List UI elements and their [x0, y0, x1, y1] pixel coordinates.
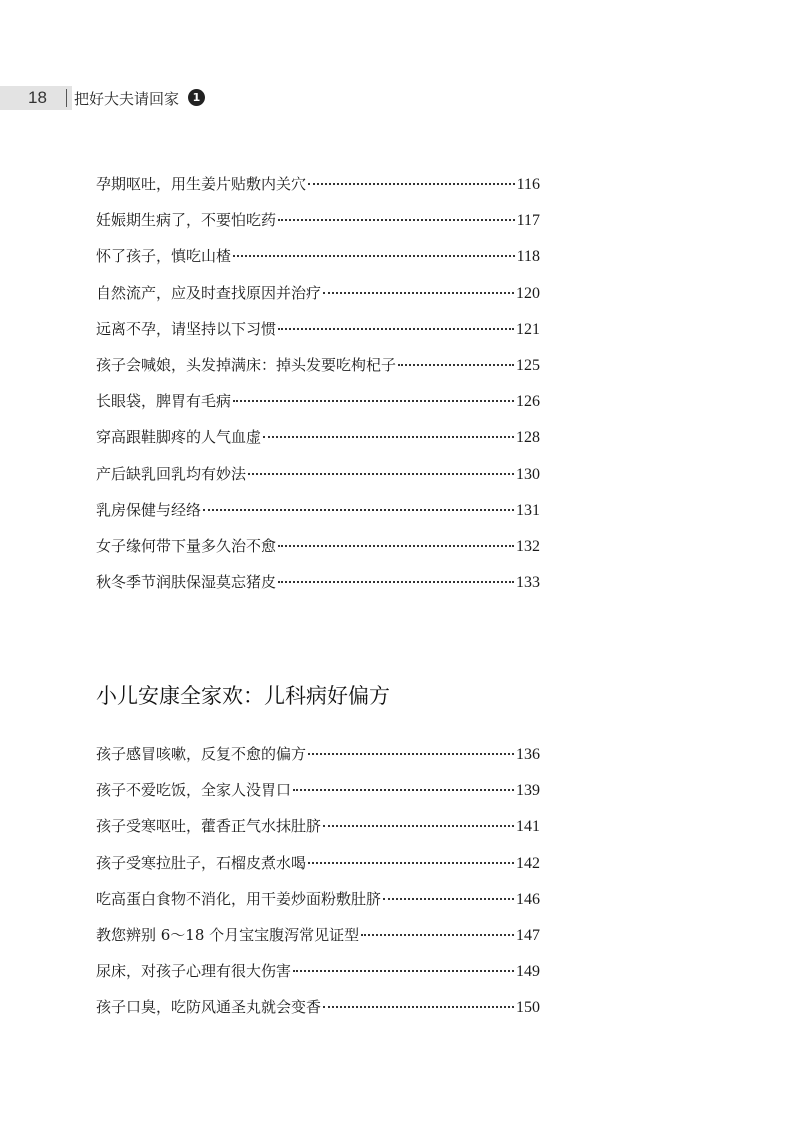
toc-entry-title: 乳房保健与经络: [96, 500, 202, 519]
toc-entry-page: 132: [516, 537, 540, 555]
toc-entry-title: 远离不孕，请坚持以下习惯: [96, 319, 277, 338]
dot-leader: [308, 753, 514, 755]
dot-leader: [398, 364, 514, 366]
dot-leader: [248, 473, 514, 475]
toc-entry[interactable]: [96, 925, 540, 961]
toc-entry[interactable]: [96, 889, 540, 925]
toc-entry-title: 自然流产，应及时查找原因并治疗: [96, 283, 322, 302]
toc-entry-title: 穿高跟鞋脚疼的人气血虚: [96, 428, 262, 447]
dot-leader: [383, 898, 514, 900]
toc-entry-title: 孩子受寒呕吐，藿香正气水抹肚脐: [96, 817, 322, 836]
toc-entry-title: 长眼袋，脾胃有毛病: [96, 392, 232, 411]
toc-entry-title: 怀了孩子，慎吃山楂: [96, 247, 232, 266]
toc-entry[interactable]: [96, 572, 540, 608]
dot-leader: [203, 509, 514, 511]
toc-entry[interactable]: [96, 210, 540, 246]
dot-leader: [278, 219, 515, 221]
toc-entry-title: 尿床，对孩子心理有很大伤害: [96, 962, 292, 981]
toc-entry[interactable]: [96, 283, 540, 319]
toc-entry-page: 116: [516, 176, 540, 193]
dot-leader: [278, 545, 514, 547]
toc-entry-page: 121: [516, 320, 540, 338]
toc-entry-page: 117: [516, 212, 540, 230]
dot-leader: [361, 934, 514, 936]
toc-entry-page: 118: [516, 248, 540, 266]
dot-leader: [293, 789, 514, 791]
section-heading: 小儿安康全家欢：儿科病好偏方: [96, 684, 390, 708]
toc-entry-title: 女子缘何带下量多久治不愈: [96, 536, 277, 555]
toc-entry-title: 妊娠期生病了，不要怕吃药: [96, 211, 277, 230]
toc-entry-page: 146: [516, 890, 540, 908]
toc-entry[interactable]: [96, 853, 540, 889]
page-number: 18: [28, 88, 47, 107]
dot-leader: [263, 436, 514, 438]
toc-entry-page: 139: [516, 782, 540, 800]
header-divider: [66, 89, 67, 107]
toc-entry-title: 孩子会喊娘，头发掉满床：掉头发要吃枸杞子: [96, 355, 397, 374]
dot-leader: [308, 183, 515, 185]
toc-entry-page: 120: [516, 284, 540, 302]
toc-entry-page: 125: [516, 356, 540, 374]
toc-entry[interactable]: [96, 174, 540, 210]
toc-list-women: [96, 174, 540, 608]
toc-entry-title: 产后缺乳回乳均有妙法: [96, 464, 247, 483]
toc-list-children: [96, 744, 540, 1034]
toc-entry-page: 141: [516, 818, 540, 836]
toc-entry[interactable]: [96, 464, 540, 500]
dot-leader: [323, 1006, 514, 1008]
dot-leader: [323, 292, 514, 294]
toc-entry-page: 150: [516, 999, 540, 1017]
toc-entry-title: 吃高蛋白食物不消化，用干姜炒面粉敷肚脐: [96, 889, 382, 908]
toc-entry-title: 孩子口臭，吃防风通圣丸就会变香: [96, 998, 322, 1017]
toc-entry[interactable]: [96, 816, 540, 852]
dot-leader: [233, 400, 514, 402]
toc-entry-title: 孩子受寒拉肚子，石榴皮煮水喝: [96, 853, 307, 872]
dot-leader: [308, 862, 514, 864]
toc-entry[interactable]: [96, 744, 540, 780]
book-title: 把好大夫请回家: [74, 90, 180, 108]
volume-badge: 1: [188, 89, 205, 106]
dot-leader: [278, 581, 514, 583]
dot-leader: [293, 970, 514, 972]
dot-leader: [278, 328, 514, 330]
toc-entry-page: 149: [516, 963, 540, 981]
toc-entry-title: 教您辨别 6～18 个月宝宝腹泻常见证型: [96, 925, 360, 944]
toc-entry[interactable]: [96, 500, 540, 536]
toc-entry-page: 130: [516, 465, 540, 483]
toc-entry-page: 142: [516, 854, 540, 872]
toc-entry-title: 孕期呕吐，用生姜片贴敷内关穴: [96, 175, 307, 193]
toc-entry-page: 133: [516, 574, 540, 592]
toc-entry[interactable]: [96, 319, 540, 355]
toc-entry-page: 147: [516, 926, 540, 944]
toc-entry[interactable]: [96, 997, 540, 1033]
toc-entry-page: 136: [516, 746, 540, 763]
dot-leader: [323, 825, 514, 827]
toc-entry[interactable]: [96, 355, 540, 391]
toc-entry[interactable]: [96, 961, 540, 997]
toc-entry-page: 128: [516, 429, 540, 447]
toc-entry-page: 126: [516, 393, 540, 411]
toc-entry-page: 131: [516, 501, 540, 519]
dot-leader: [233, 255, 515, 257]
toc-entry-title: 秋冬季节润肤保湿莫忘猪皮: [96, 573, 277, 592]
toc-entry[interactable]: [96, 536, 540, 572]
toc-entry[interactable]: [96, 780, 540, 816]
running-header: [0, 86, 800, 110]
toc-entry[interactable]: [96, 246, 540, 282]
toc-entry-title: 孩子感冒咳嗽，反复不愈的偏方: [96, 745, 307, 763]
toc-entry[interactable]: [96, 391, 540, 427]
toc-entry[interactable]: [96, 427, 540, 463]
toc-entry-title: 孩子不爱吃饭，全家人没胃口: [96, 781, 292, 800]
